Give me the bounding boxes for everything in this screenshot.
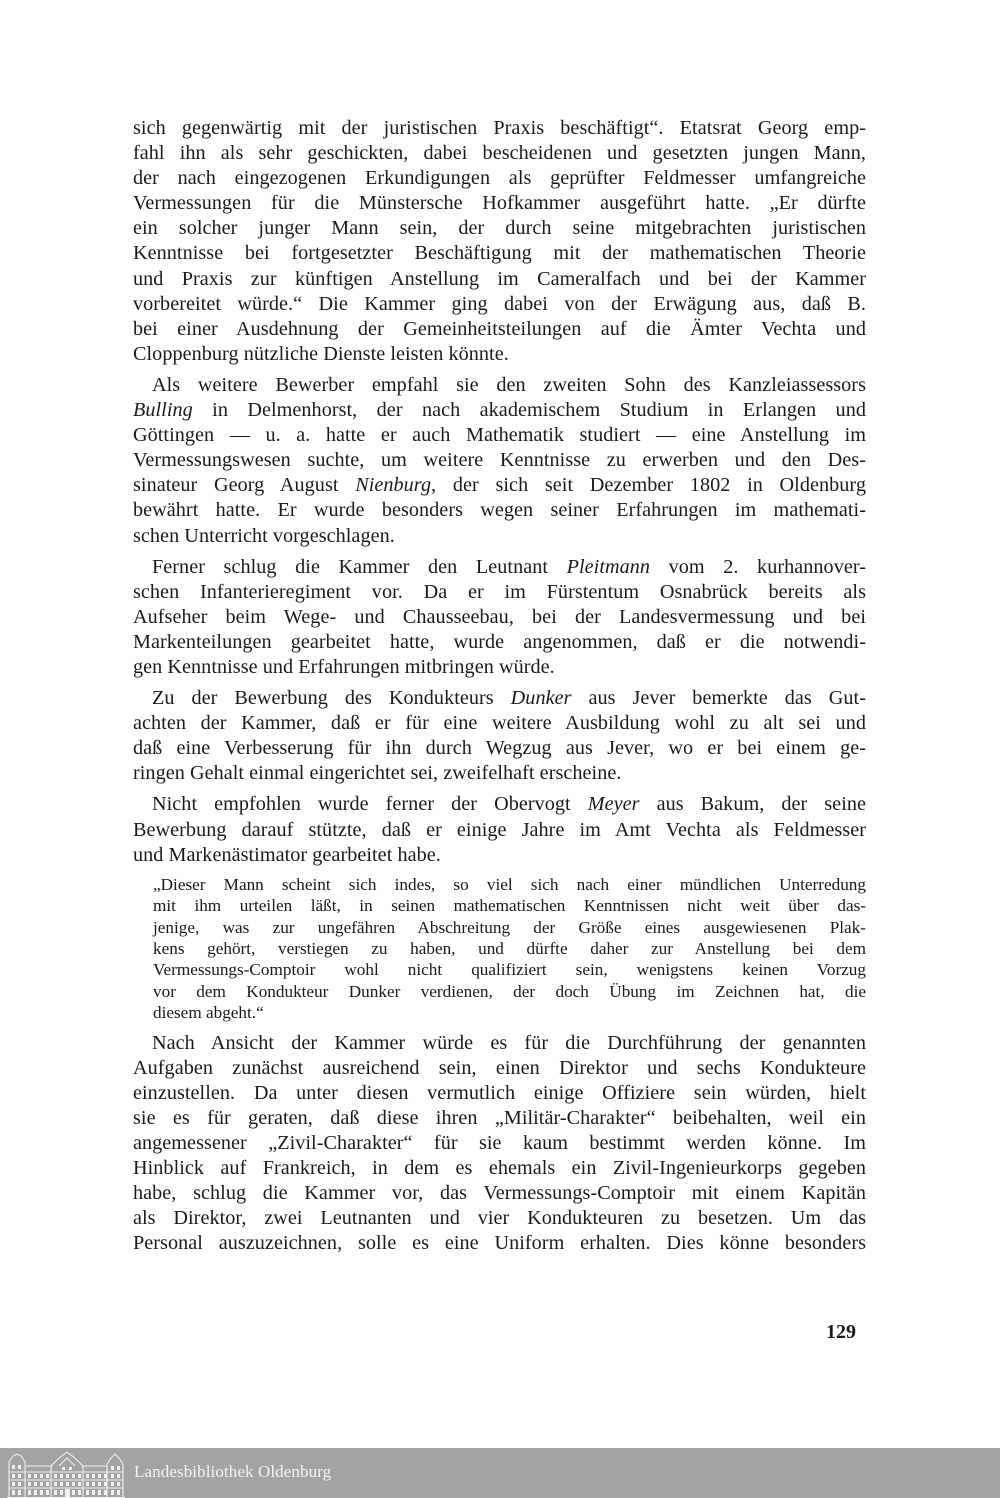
quote-line: mit ihm urteilen läßt, in seinen mathematischen Kenntnissen nicht weit über das-	[153, 896, 866, 916]
text-line: habe, schlug die Kammer vor, das Vermessungs-Comptoir mit einem Kapitän	[133, 1182, 866, 1205]
text-fragment: Nicht empfohlen wurde ferner der Obervogt	[152, 793, 588, 816]
italic-name-dunker: Dunker	[510, 687, 572, 710]
text-fragment: aus Jever bemerkte das Gut-	[571, 687, 866, 710]
text-line: Bewerbung darauf stützte, daß er einige Jahre im Amt Vechta als Feldmesser	[133, 818, 866, 841]
italic-name-meyer: Meyer	[587, 793, 640, 816]
paragraph-6	[133, 1031, 866, 1257]
text-line: einzustellen. Da unter diesen vermutlich einige Offiziere sein würden, hielt	[133, 1081, 866, 1104]
text-line: Kenntnisse bei fortgesetzter Beschäftigung mit der mathematischen Theorie	[133, 242, 866, 265]
text-line: schen Infanterieregiment vor. Da er im Fürstentum Osnabrück bereits als	[133, 580, 866, 603]
text-fragment: vom 2. kurhannover-	[650, 555, 867, 578]
text-fragment: Zu der Bewerbung des Kondukteurs	[152, 687, 511, 710]
text-line: Cloppenburg nützliche Dienste leisten könnte.	[133, 342, 509, 365]
quote-line: vor dem Kondukteur Dunker verdienen, der doch Übung im Zeichnen hat, die	[153, 981, 866, 1001]
footer-bar	[0, 1448, 1000, 1498]
text-line-with-italic	[133, 686, 866, 711]
italic-name-pleitmann: Pleitmann	[566, 555, 651, 578]
text-line-with-italic	[133, 473, 866, 498]
text-line: Personal auszuzeichnen, solle es eine Uniform erhalten. Dies könne besonders	[133, 1232, 866, 1255]
text-fragment: sinateur Georg August	[133, 474, 356, 497]
text-line: bei einer Ausdehnung der Gemeinheitsteilungen auf die Ämter Vechta und	[133, 317, 866, 340]
text-line-with-italic	[133, 398, 866, 423]
text-line: bewährt hatte. Er wurde besonders wegen seiner Erfahrungen im mathemati-	[133, 499, 866, 522]
text-line: daß eine Verbesserung für ihn durch Wegzug aus Jever, wo er bei einem ge-	[133, 737, 866, 760]
text-line: vorbereitet würde.“ Die Kammer ging dabei von der Erwägung aus, daß B.	[133, 292, 866, 315]
paragraph-1	[133, 116, 866, 367]
text-line-with-italic	[133, 792, 866, 817]
text-fragment: in Delmenhorst, der nach akademischem Studium in Erlangen und	[192, 399, 866, 422]
text-line: Nach Ansicht der Kammer würde es für die Durchführung der genannten	[152, 1031, 866, 1054]
italic-name-nienburg: Nienburg	[355, 474, 432, 497]
text-fragment: aus Bakum, der seine	[639, 793, 867, 816]
text-line: achten der Kammer, daß er für eine weitere Ausbildung wohl zu alt sei und	[133, 712, 866, 735]
text-line: Göttingen — u. a. hatte er auch Mathematik studiert — eine Anstellung im	[133, 424, 866, 447]
paragraph-4	[133, 686, 866, 786]
text-line: sich gegenwärtig mit der juristischen Praxis beschäftigt“. Etatsrat Georg emp-	[133, 117, 866, 139]
text-column	[133, 116, 866, 1262]
quote-line: „Dieser Mann scheint sich indes, so viel sich nach einer mündlichen Unterredung	[153, 874, 866, 894]
text-line: gen Kenntnisse und Erfahrungen mitbringen würde.	[133, 655, 555, 678]
text-line: fahl ihn als sehr geschickten, dabei bescheidenen und gesetzten jungen Mann,	[133, 142, 866, 165]
text-line: schen Unterricht vorgeschlagen.	[133, 524, 395, 547]
quote-line: kens gehört, verstiegen zu haben, und dürfte daher zur Anstellung bei dem	[153, 938, 866, 958]
text-line: ringen Gehalt einmal eingerichtet sei, zweifelhaft erscheine.	[133, 762, 622, 785]
text-line: Hinblick auf Frankreich, in dem es ehemals ein Zivil-Ingenieurkorps gegeben	[133, 1157, 866, 1180]
text-line: und Markenästimator gearbeitet habe.	[133, 843, 441, 866]
paragraph-2	[133, 373, 866, 549]
text-line: der nach eingezogenen Erkundigungen als geprüfter Feldmesser umfangreiche	[133, 167, 866, 190]
text-line: Markenteilungen gearbeitet hatte, wurde angenommen, daß er die notwendi-	[133, 630, 866, 653]
text-line: als Direktor, zwei Leutnanten und vier Kondukteuren zu besetzen. Um das	[133, 1207, 866, 1230]
library-building-icon	[7, 1450, 125, 1498]
text-fragment: , der sich seit Dezember 1802 in Oldenburg	[431, 474, 866, 497]
text-line: ein solcher junger Mann sein, der durch seine mitgebrachten juristischen	[133, 217, 866, 240]
text-line: sie es für geraten, daß diese ihren „Militär-Charakter“ beibehalten, weil ein	[133, 1106, 866, 1129]
block-quote	[153, 874, 866, 1024]
text-line: Vermessungen für die Münstersche Hofkammer ausgeführt hatte. „Er dürfte	[133, 192, 866, 215]
quote-line: jenige, was zur ungefähren Abschreitung der Größe eines ausgewiesenen Plak-	[153, 917, 866, 937]
text-fragment: Ferner schlug die Kammer den Leutnant	[152, 555, 567, 578]
quote-line: Vermessungs-Comptoir wohl nicht qualifiziert sein, wenigstens keinen Vorzug	[153, 960, 866, 980]
text-line-with-italic	[133, 555, 866, 580]
text-line: Aufgaben zunächst ausreichend sein, einen Direktor und sechs Kondukteure	[133, 1056, 866, 1079]
quote-line: diesem abgeht.“	[153, 1003, 264, 1023]
text-line: Vermessungswesen suchte, um weitere Kenntnisse zu erwerben und den Des-	[133, 449, 866, 472]
text-line: und Praxis zur künftigen Anstellung im Cameralfach und bei der Kammer	[133, 267, 866, 290]
paragraph-5	[133, 792, 866, 867]
italic-name-bulling: Bulling	[133, 399, 193, 422]
text-line: angemessener „Zivil-Charakter“ für sie kaum bestimmt werden könne. Im	[133, 1131, 866, 1154]
library-name: Landesbibliothek Oldenburg	[134, 1462, 332, 1481]
text-line: Aufseher beim Wege- und Chausseebau, bei der Landesvermessung und bei	[133, 605, 866, 628]
page-number: 129	[826, 1321, 856, 1343]
text-line: Als weitere Bewerber empfahl sie den zweiten Sohn des Kanzleiassessors	[152, 373, 866, 396]
paragraph-3	[133, 555, 866, 680]
